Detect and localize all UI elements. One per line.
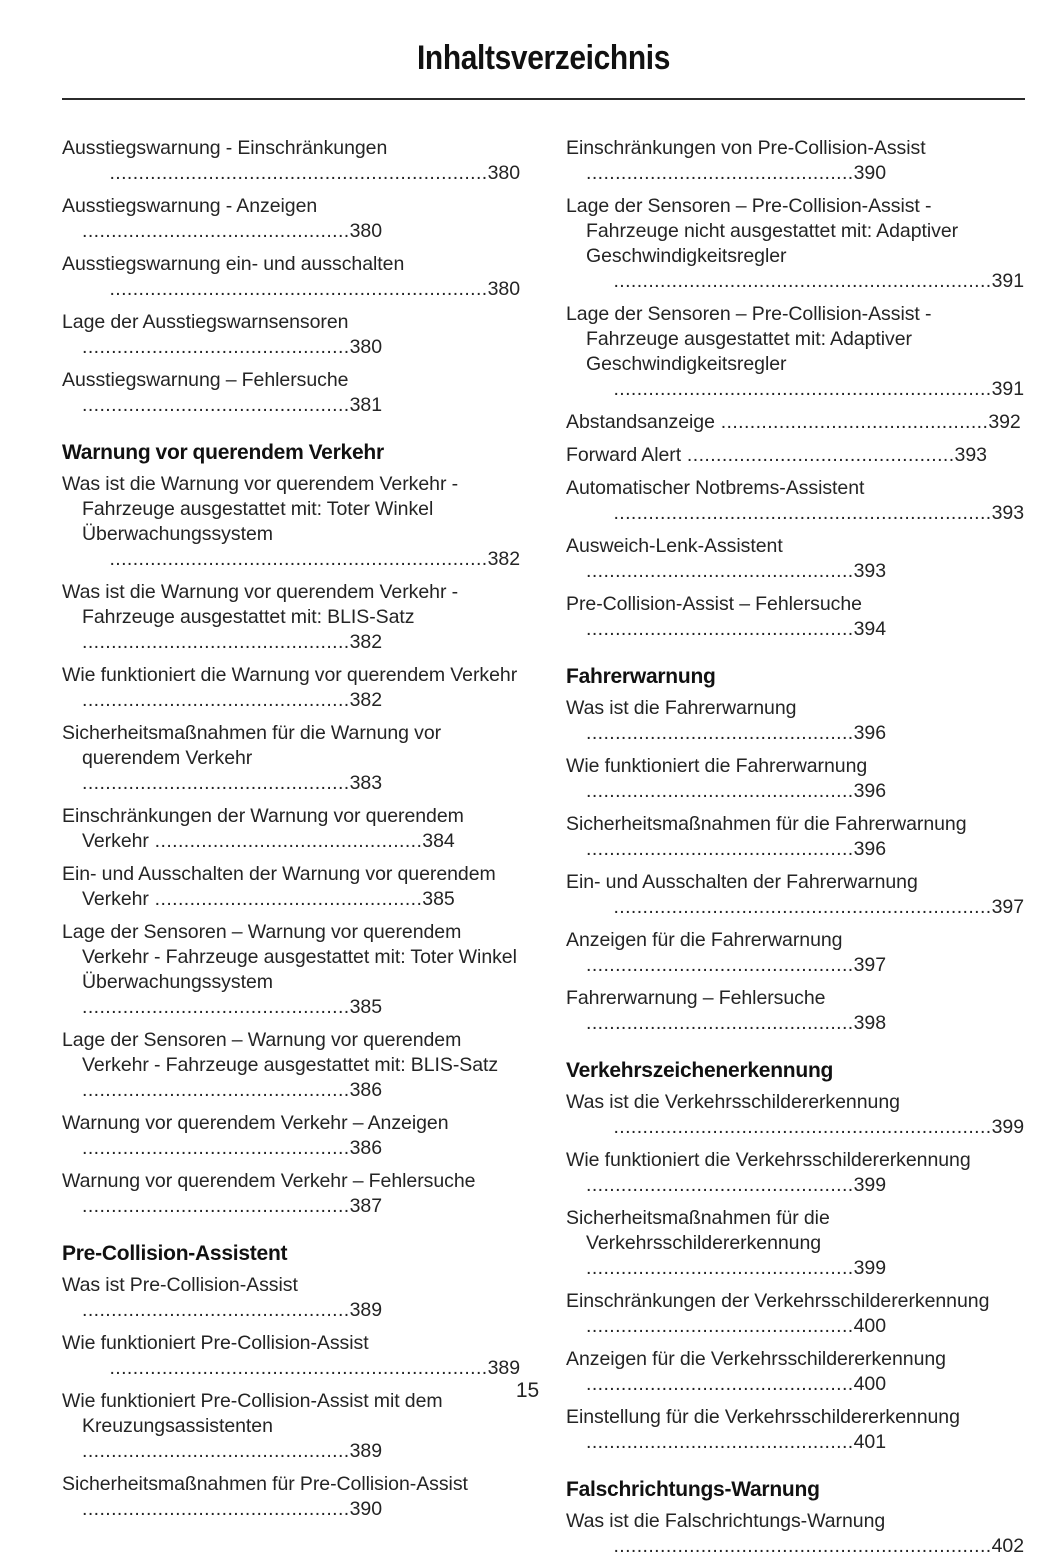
toc-entry[interactable]: [62, 472, 520, 572]
toc-entry-page: 397: [991, 896, 1024, 918]
toc-entry-page: 382: [349, 689, 383, 711]
toc-entry-page: 400: [853, 1315, 887, 1337]
dot-leader: .................................................................: [613, 896, 992, 918]
toc-entry-label: Was ist die Falschrichtungs-Warnung: [566, 1510, 886, 1532]
toc-entry[interactable]: [566, 870, 1024, 920]
dot-leader: ..............................................: [82, 220, 350, 242]
dot-leader: ..............................................: [82, 1498, 350, 1520]
toc-entry[interactable]: [566, 302, 1024, 402]
toc-section-heading: Verkehrszeichenerkennung: [566, 1059, 834, 1082]
dot-leader: ..............................................: [586, 1012, 854, 1034]
dot-leader: ..............................................: [82, 631, 350, 653]
toc-column-right: [566, 136, 1024, 1567]
toc-entry-page: 384: [422, 830, 455, 852]
toc-entry[interactable]: [62, 920, 520, 1020]
toc-entry[interactable]: [62, 1028, 520, 1103]
leader-line: [586, 1115, 1024, 1140]
toc-entry-label: Sicherheitsmaßnahmen für die Warnung vor querendem Verkehr: [62, 722, 442, 769]
leader-line: [586, 377, 1024, 402]
toc-entry-page: 382: [349, 631, 383, 653]
toc-section-heading: Warnung vor querendem Verkehr: [62, 441, 384, 464]
leader-line: [82, 547, 520, 572]
toc-entry-page: 398: [853, 1012, 887, 1034]
toc-entry-page: 399: [991, 1116, 1024, 1138]
toc-entry-label: Fahrerwarnung – Fehlersuche: [566, 987, 826, 1009]
toc-entry-label: Einschränkungen der Warnung vor querendem Verkehr: [62, 805, 464, 852]
toc-entry[interactable]: [566, 754, 1024, 804]
toc-entry[interactable]: [62, 580, 520, 655]
toc-entry[interactable]: [566, 696, 1024, 746]
dot-leader: ..............................................: [82, 772, 350, 794]
toc-entry-page: 389: [487, 1357, 520, 1379]
toc-entry-label: Wie funktioniert Pre-Collision-Assist: [62, 1332, 369, 1354]
toc-entry-label: Automatischer Notbrems-Assistent: [566, 477, 865, 499]
toc-entry-label: Warnung vor querendem Verkehr – Anzeigen: [62, 1112, 449, 1134]
toc-entry-page: 387: [349, 1195, 383, 1217]
toc-entry-label: Wie funktioniert Pre-Collision-Assist mit dem Kreuzungsassistenten: [62, 1390, 443, 1437]
toc-entry-page: 390: [349, 1498, 383, 1520]
toc-entry-page: 389: [349, 1440, 383, 1462]
toc-section: [566, 1477, 1024, 1559]
toc-entry-label: Pre-Collision-Assist – Fehlersuche: [566, 593, 862, 615]
toc-entry-page: 401: [853, 1431, 887, 1453]
toc-entry-page: 393: [991, 502, 1024, 524]
dot-leader: ..............................................: [681, 444, 955, 466]
header-divider: [62, 98, 1025, 100]
toc-columns: [62, 136, 1025, 1567]
dot-leader: .................................................................: [613, 270, 992, 292]
toc-entry-page: 393: [954, 444, 987, 466]
toc-entry-label: Was ist die Warnung vor querendem Verkehr - Fahrzeuge ausgestattet mit: Toter Winkel Überwachungssystem: [62, 473, 459, 545]
toc-entry-label: Sicherheitsmaßnahmen für die Fahrerwarnung: [566, 813, 967, 835]
toc-entry-label: Einstellung für die Verkehrsschildererkennung: [566, 1406, 960, 1428]
toc-entry-page: 402: [991, 1535, 1024, 1557]
dot-leader: ..............................................: [586, 1431, 854, 1453]
dot-leader: ..............................................: [82, 1137, 350, 1159]
toc-entry[interactable]: [566, 136, 1024, 186]
toc-entry[interactable]: [566, 1206, 1024, 1281]
toc-entry[interactable]: [62, 663, 520, 713]
toc-entry-label: Warnung vor querendem Verkehr – Fehlersuche: [62, 1170, 476, 1192]
toc-entry[interactable]: [566, 928, 1024, 978]
toc-entry[interactable]: [62, 862, 520, 912]
toc-entry[interactable]: [566, 1090, 1024, 1140]
toc-entry[interactable]: [62, 804, 520, 854]
toc-entry[interactable]: [566, 1148, 1024, 1198]
toc-entry-page: 386: [349, 1137, 383, 1159]
toc-entry[interactable]: [566, 1289, 1024, 1339]
toc-entry-page: 394: [853, 618, 887, 640]
toc-entry-page: 396: [853, 838, 887, 860]
toc-section-heading: Fahrerwarnung: [566, 665, 716, 688]
toc-entry-page: 380: [487, 278, 520, 300]
toc-entry-label: Ausweich-Lenk-Assistent: [566, 535, 783, 557]
toc-entry[interactable]: [62, 721, 520, 796]
toc-entry[interactable]: [566, 592, 1024, 642]
toc-entry-label: Lage der Sensoren – Pre-Collision-Assist - Fahrzeuge ausgestattet mit: Adaptiver Geschwindigkeitsregler: [566, 303, 932, 375]
toc-entry-label: Abstandsanzeige: [566, 411, 715, 433]
dot-leader: ..............................................: [82, 336, 350, 358]
toc-entry-label: Sicherheitsmaßnahmen für Pre-Collision-Assist: [62, 1473, 468, 1495]
toc-entry-label: Ausstiegswarnung - Einschränkungen: [62, 137, 388, 159]
dot-leader: ..............................................: [586, 162, 854, 184]
folio-page-number: 15: [515, 1379, 540, 1402]
toc-entry-label: Was ist die Fahrerwarnung: [566, 697, 797, 719]
toc-column-left: [62, 136, 520, 1530]
toc-entry[interactable]: [566, 986, 1024, 1036]
toc-entry-page: 390: [853, 162, 887, 184]
dot-leader: ..............................................: [586, 1257, 854, 1279]
toc-section: [566, 136, 1024, 642]
toc-entry-label: Forward Alert: [566, 444, 682, 466]
toc-entry-label: Wie funktioniert die Fahrerwarnung: [566, 755, 868, 777]
toc-entry[interactable]: [62, 136, 520, 186]
dot-leader: ..............................................: [82, 689, 350, 711]
dot-leader: ..............................................: [82, 1299, 350, 1321]
toc-entry-label: Lage der Sensoren – Warnung vor querendem Verkehr - Fahrzeuge ausgestattet mit: Toter Winkel Überwachungssystem: [62, 921, 517, 993]
toc-entry-page: 396: [853, 780, 887, 802]
leader-line: [82, 161, 520, 186]
toc-entry[interactable]: [62, 1111, 520, 1161]
toc-entry[interactable]: [62, 1331, 520, 1381]
leader-line: [586, 269, 1024, 294]
toc-entry-page: 381: [349, 394, 383, 416]
toc-entry-page: 399: [853, 1257, 887, 1279]
dot-leader: ..............................................: [586, 954, 854, 976]
dot-leader: ..............................................: [82, 1079, 350, 1101]
leader-line: [586, 501, 1024, 526]
dot-leader: ..............................................: [586, 1373, 854, 1395]
toc-entry-page: 385: [349, 996, 383, 1018]
dot-leader: .................................................................: [613, 1116, 992, 1138]
toc-entry[interactable]: [62, 368, 520, 418]
toc-entry-label: Ein- und Ausschalten der Fahrerwarnung: [566, 871, 918, 893]
toc-entry-page: 391: [991, 270, 1024, 292]
toc-entry-label: Anzeigen für die Verkehrsschildererkennung: [566, 1348, 946, 1370]
toc-entry-page: 380: [349, 220, 383, 242]
toc-entry[interactable]: [566, 1509, 1024, 1559]
dot-leader: ..............................................: [586, 618, 854, 640]
toc-section: [566, 664, 1024, 1036]
toc-entry-page: 380: [349, 336, 383, 358]
dot-leader: .................................................................: [613, 378, 992, 400]
toc-entry-label: Lage der Sensoren – Warnung vor querendem Verkehr - Fahrzeuge ausgestattet mit: BLIS-Satz: [62, 1029, 499, 1076]
toc-entry[interactable]: [62, 194, 520, 244]
toc-section: [62, 136, 520, 418]
dot-leader: .................................................................: [613, 502, 992, 524]
dot-leader: ..............................................: [586, 560, 854, 582]
toc-entry-label: Ausstiegswarnung - Anzeigen: [62, 195, 318, 217]
toc-entry[interactable]: [62, 1273, 520, 1323]
dot-leader: .................................................................: [109, 1357, 488, 1379]
toc-entry-label: Wie funktioniert die Warnung vor querendem Verkehr: [62, 664, 518, 686]
toc-entry-page: 391: [991, 378, 1024, 400]
toc-entry[interactable]: [566, 812, 1024, 862]
toc-entry-page: 382: [487, 548, 520, 570]
toc-entry[interactable]: [566, 476, 1024, 526]
toc-entry-page: 399: [853, 1174, 887, 1196]
dot-leader: ..............................................: [586, 838, 854, 860]
toc-entry-page: 400: [853, 1373, 887, 1395]
toc-entry[interactable]: [62, 252, 520, 302]
toc-entry[interactable]: [566, 534, 1024, 584]
leader-line: [586, 895, 1024, 920]
toc-entry[interactable]: [62, 1169, 520, 1219]
leader-line: [82, 277, 520, 302]
toc-entry[interactable]: [566, 1405, 1024, 1455]
toc-section: [62, 440, 520, 1219]
dot-leader: ..............................................: [82, 1440, 350, 1462]
toc-entry-page: 392: [988, 411, 1021, 433]
dot-leader: ..............................................: [586, 1174, 854, 1196]
dot-leader: ..............................................: [148, 888, 423, 910]
page-title: Inhaltsverzeichnis: [416, 39, 671, 77]
toc-entry-page: 396: [853, 722, 887, 744]
dot-leader: ..............................................: [586, 780, 854, 802]
toc-entry-page: 385: [422, 888, 455, 910]
toc-entry-page: 397: [853, 954, 887, 976]
toc-entry-label: Anzeigen für die Fahrerwarnung: [566, 929, 843, 951]
dot-leader: ..............................................: [586, 722, 854, 744]
toc-entry-label: Einschränkungen der Verkehrsschildererkennung: [566, 1290, 990, 1312]
toc-entry-label: Was ist Pre-Collision-Assist: [62, 1274, 298, 1296]
toc-entry-label: Einschränkungen von Pre-Collision-Assist: [566, 137, 926, 159]
toc-entry-page: 383: [349, 772, 383, 794]
toc-entry-page: 389: [349, 1299, 383, 1321]
toc-entry-label: Wie funktioniert die Verkehrsschildererkennung: [566, 1149, 971, 1171]
toc-entry-page: 380: [487, 162, 520, 184]
toc-entry[interactable]: [566, 443, 1024, 468]
toc-entry-page: 386: [349, 1079, 383, 1101]
toc-section-heading: Falschrichtungs-Warnung: [566, 1478, 820, 1501]
dot-leader: ..............................................: [714, 411, 989, 433]
toc-entry-label: Lage der Sensoren – Pre-Collision-Assist - Fahrzeuge nicht ausgestattet mit: Adaptiver Geschwindigkeitsregler: [566, 195, 959, 267]
toc-entry-label: Ausstiegswarnung – Fehlersuche: [62, 369, 349, 391]
dot-leader: ..............................................: [82, 394, 350, 416]
leader-line: [586, 1534, 1024, 1559]
dot-leader: ..............................................: [586, 1315, 854, 1337]
dot-leader: ..............................................: [82, 996, 350, 1018]
dot-leader: ..............................................: [148, 830, 423, 852]
dot-leader: .................................................................: [109, 278, 488, 300]
dot-leader: ..............................................: [82, 1195, 350, 1217]
toc-entry[interactable]: [566, 194, 1024, 294]
toc-entry[interactable]: [566, 410, 1024, 435]
page-header: [62, 38, 1025, 78]
toc-entry-label: Was ist die Verkehrsschildererkennung: [566, 1091, 900, 1113]
dot-leader: .................................................................: [613, 1535, 992, 1557]
toc-entry[interactable]: [62, 1472, 520, 1522]
toc-entry-label: Was ist die Warnung vor querendem Verkehr - Fahrzeuge ausgestattet mit: BLIS-Satz: [62, 581, 459, 628]
toc-entry-label: Sicherheitsmaßnahmen für die Verkehrsschildererkennung: [566, 1207, 830, 1254]
toc-entry-label: Ein- und Ausschalten der Warnung vor querendem Verkehr: [62, 863, 496, 910]
dot-leader: .................................................................: [109, 548, 488, 570]
toc-entry-label: Lage der Ausstiegswarnsensoren: [62, 311, 349, 333]
dot-leader: .................................................................: [109, 162, 488, 184]
toc-entry[interactable]: [62, 310, 520, 360]
toc-entry-label: Ausstiegswarnung ein- und ausschalten: [62, 253, 405, 275]
toc-section-heading: Pre-Collision-Assistent: [62, 1242, 288, 1265]
toc-entry-page: 393: [853, 560, 887, 582]
